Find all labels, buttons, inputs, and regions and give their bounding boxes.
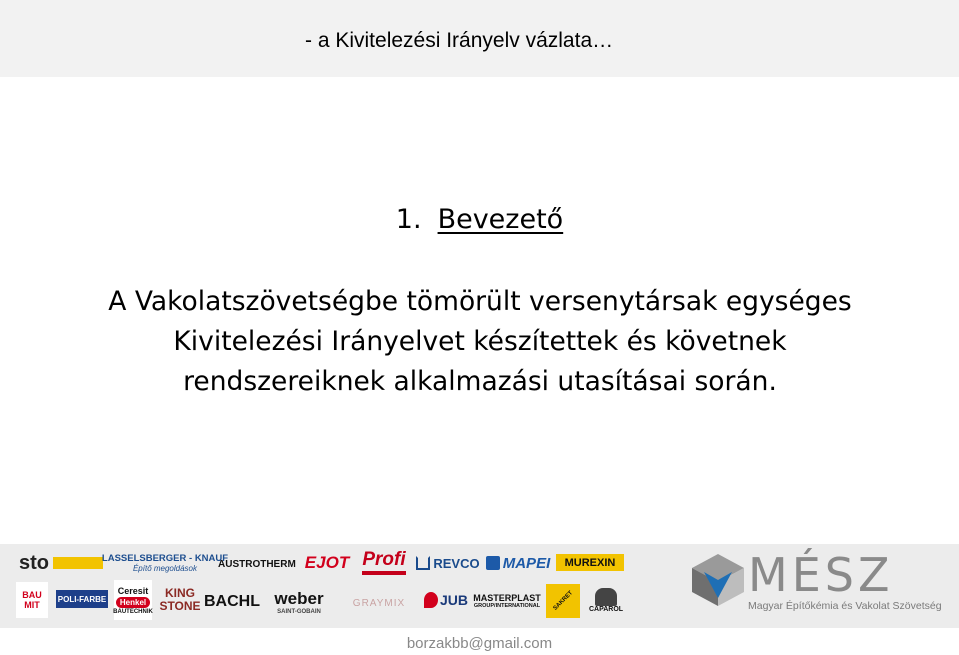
mapei-logo	[484, 553, 552, 573]
murexin-logo	[556, 554, 624, 571]
sto-logo-bar	[53, 557, 103, 569]
profi-logo-bar	[362, 571, 406, 575]
intro-line: rendszereiknek alkalmazási utasításai során.	[183, 366, 777, 397]
jub-logo	[424, 584, 468, 616]
mesz-cube-logo-icon	[690, 552, 746, 608]
weber-logo-sub: SAINT-GOBAIN	[277, 609, 321, 615]
revco-house-icon	[416, 556, 430, 570]
weber-logo	[262, 588, 336, 616]
profi-logo	[358, 548, 410, 576]
weber-logo-text: weber	[274, 589, 324, 608]
murexin-logo-text: MUREXIN	[564, 556, 616, 569]
jub-logo-text: JUB	[439, 592, 468, 608]
mesz-subtitle: Magyar Építőkémia és Vakolat Szövetség	[748, 600, 942, 612]
section-title: Bevezető	[437, 204, 564, 235]
king-stone-logo-text: KING STONE	[159, 586, 201, 613]
header-title: - a Kivitelezési Irányelv vázlata…	[305, 29, 614, 52]
ceresit-logo-text: Ceresit	[117, 585, 149, 596]
graymix-logo	[340, 592, 418, 614]
lasselsberger-logo-text: LASSELSBERGER - KNAUF	[101, 553, 229, 564]
masterplast-logo	[472, 586, 542, 616]
poli-farbe-logo-text: POLI-FARBE	[57, 594, 107, 604]
member-logos-band	[0, 544, 959, 628]
intro-paragraph	[80, 282, 880, 402]
revco-logo	[416, 552, 480, 574]
ceresit-logo-sub: BAUTECHNIK	[113, 608, 153, 615]
baumit-logo-text: BAU MIT	[22, 590, 42, 610]
caparol-logo	[586, 582, 626, 618]
caparol-logo-text: CAPAROL	[588, 605, 624, 613]
graymix-logo-text: GRAYMIX	[352, 597, 406, 609]
poli-farbe-logo	[56, 590, 108, 608]
jub-drop-icon	[424, 592, 438, 608]
sakret-logo-text: SAKRET	[552, 590, 574, 612]
section-heading	[0, 204, 959, 235]
intro-line: Kivitelezési Irányelvet készítettek és követnek	[173, 326, 787, 357]
sakret-logo	[546, 584, 580, 618]
baumit-logo	[16, 582, 48, 618]
lasselsberger-logo-sub: Építő megoldások	[132, 564, 198, 573]
mapei-logo-text: MAPEI	[502, 554, 551, 572]
mesz-wordmark: MÉSZ	[748, 548, 894, 602]
bachl-logo	[204, 588, 260, 616]
section-number: 1.	[395, 204, 422, 235]
masterplast-logo-text: MASTERPLAST	[473, 593, 541, 603]
king-stone-logo	[156, 582, 204, 618]
footer-email: borzakbb@gmail.com	[406, 635, 553, 652]
mapei-mark-icon	[486, 556, 500, 570]
revco-logo-text: REVCO	[433, 555, 480, 571]
austrotherm-logo	[218, 554, 298, 574]
bachl-logo-text: BACHL	[204, 593, 260, 610]
lasselsberger-knauf-logo	[101, 549, 229, 577]
intro-line: A Vakolatszövetségbe tömörült versenytársak egységes	[108, 286, 852, 317]
masterplast-logo-sub: GROUP/INTERNATIONAL	[473, 603, 541, 609]
henkel-logo-text: Henkel	[116, 597, 150, 608]
sto-logo-text: sto	[19, 551, 49, 574]
ejot-logo-text: EJOT	[304, 553, 350, 572]
caparol-elephant-icon	[595, 588, 617, 606]
header-bar	[0, 0, 959, 77]
ceresit-henkel-logo	[114, 580, 152, 620]
ejot-logo	[302, 552, 352, 574]
profi-logo-text: Profi	[362, 549, 406, 570]
sto-logo	[16, 552, 106, 574]
austrotherm-logo-text: AUSTROTHERM	[218, 558, 296, 570]
